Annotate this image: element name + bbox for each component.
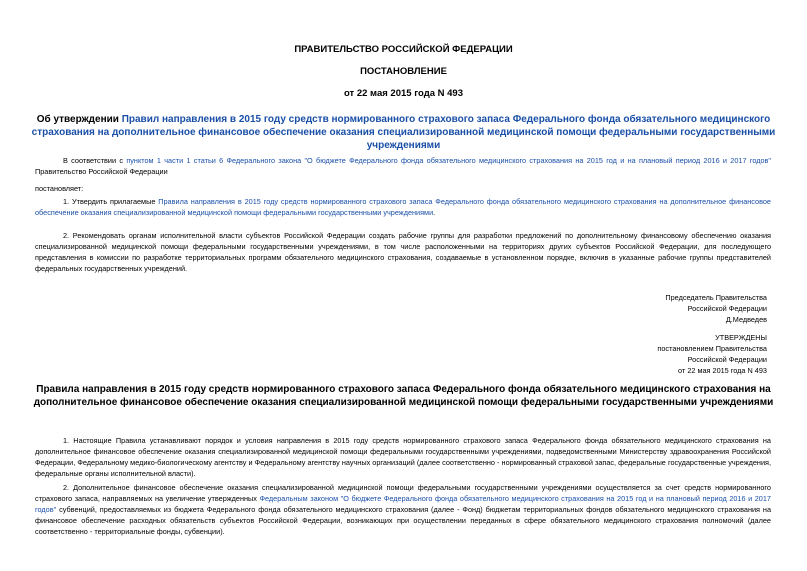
approval-line-2: постановлением Правительства xyxy=(657,344,767,353)
rules-link[interactable]: Правила направления в 2015 году средств нормированного страхового запаса Федерального фонда обязательного медицинского страхования на дополнительное финансовое обеспечение оказания специализированной медицинской помощи федеральными государственными учреждениями xyxy=(35,197,771,217)
decree-item-1 xyxy=(35,196,771,218)
rule1-text: 1. Настоящие Правила устанавливают порядок и условия направления в 2015 году средств нормированного страхового запаса Федерального фонда обязательного медицинского страхования на дополнительное финансовое обеспечение оказания специализированной медицинской помощи федеральными государственными учреждениями, подведомственными Министерству здравоохранения Российской Федерации, Федеральному медико-биологическому агентству и Федеральному агентству научных организаций (далее соответственно - нормированный страховой запас, федеральные государственные учреждения, федеральные органы исполнительной власти). xyxy=(35,436,771,478)
item1-prefix: 1. Утвердить прилагаемые xyxy=(63,197,159,206)
government-heading: ПРАВИТЕЛЬСТВО РОССИЙСКОЙ ФЕДЕРАЦИИ xyxy=(294,44,513,55)
federal-law-link[interactable]: Федеральным законом "О бюджете Федерального фонда обязательного медицинского страхования на 2015 год и на плановый период 2016 и 2017 годов" xyxy=(35,494,771,514)
rule2-prefix: 2. Дополнительное финансовое обеспечение оказания специализированной медицинской помощи федеральными государственными учреждениями осуществляется за счет средств нормированного страхового запаса, направляемых на увеличение утвержденных xyxy=(35,483,771,503)
signature-line-1: Председатель Правительства xyxy=(665,293,767,302)
decree-item-2 xyxy=(35,230,771,274)
intro-prefix: В соответствии с xyxy=(63,156,127,165)
intro-paragraph xyxy=(35,155,771,177)
signature-line-2: Российской Федерации xyxy=(687,304,767,313)
item2-text: 2. Рекомендовать органам исполнительной власти субъектов Российской Федерации создать рабочие группы для разработки предложений по дополнительному финансовому обеспечению оказания специализированной медицинской помощи федеральными государственными учреждениями, в том числе расположенными на территориях других субъектов Российской Федерации, для последующего представления в комиссии по разработке территориальных программ обязательного медицинского страхования, создаваемые в установленном порядке, включив в указанные рабочие группы представителей федеральных государственных учреждений. xyxy=(35,231,771,273)
rule2-suffix: субвенций, предоставляемых из бюджета Федерального фонда обязательного медицинского страхования (далее - Фонд) бюджетам территориальных фондов обязательного медицинского страхования на финансовое обеспечение расходных обязательств субъектов Российской Федерации, возникающих при осуществлении переданных в сфере обязательного медицинского страхования полномочий (далее соответственно - территориальные фонды, субвенции). xyxy=(35,505,771,536)
decree-title-prefix: Об утверждении xyxy=(36,114,122,125)
law-article-link[interactable]: пунктом 1 части 1 статьи 6 Федерального закона "О бюджете Федерального фонда обязательного медицинского страхования на 2015 год и на плановый период 2016 и 2017 годов" xyxy=(126,156,772,165)
signature-line-3: Д.Медведев xyxy=(725,315,767,324)
decree-title xyxy=(20,113,787,152)
item1-suffix: . xyxy=(433,208,436,217)
document-type-heading: ПОСТАНОВЛЕНИЕ xyxy=(360,66,447,77)
approval-line-3: Российской Федерации xyxy=(687,355,767,364)
signature-block xyxy=(665,292,767,325)
postanovlyaet-text: постановляет: xyxy=(35,184,84,193)
approval-line-1: УТВЕРЖДЕНЫ xyxy=(715,333,767,342)
document-date: от 22 мая 2015 года N 493 xyxy=(343,88,464,99)
decree-title-link[interactable]: Правил направления в 2015 году средств нормированного страхового запаса Федерального фонда обязательного медицинского страхования на дополнительное финансовое обеспечение оказания специализированной медицинской помощи федеральными государственными учреждениями xyxy=(31,114,776,151)
intro-suffix: Правительство Российской Федерации xyxy=(35,167,168,176)
rules-title: Правила направления в 2015 году средств нормированного страхового запаса Федерального фонда обязательного медицинского страхования на дополнительное финансовое обеспечение оказания специализированной медицинской помощи федеральными государственными учреждениями xyxy=(33,384,774,408)
approval-line-4: от 22 мая 2015 года N 493 xyxy=(678,366,767,375)
approval-block xyxy=(657,332,767,376)
rule-item-1 xyxy=(35,435,771,479)
rule-item-2 xyxy=(35,482,771,537)
